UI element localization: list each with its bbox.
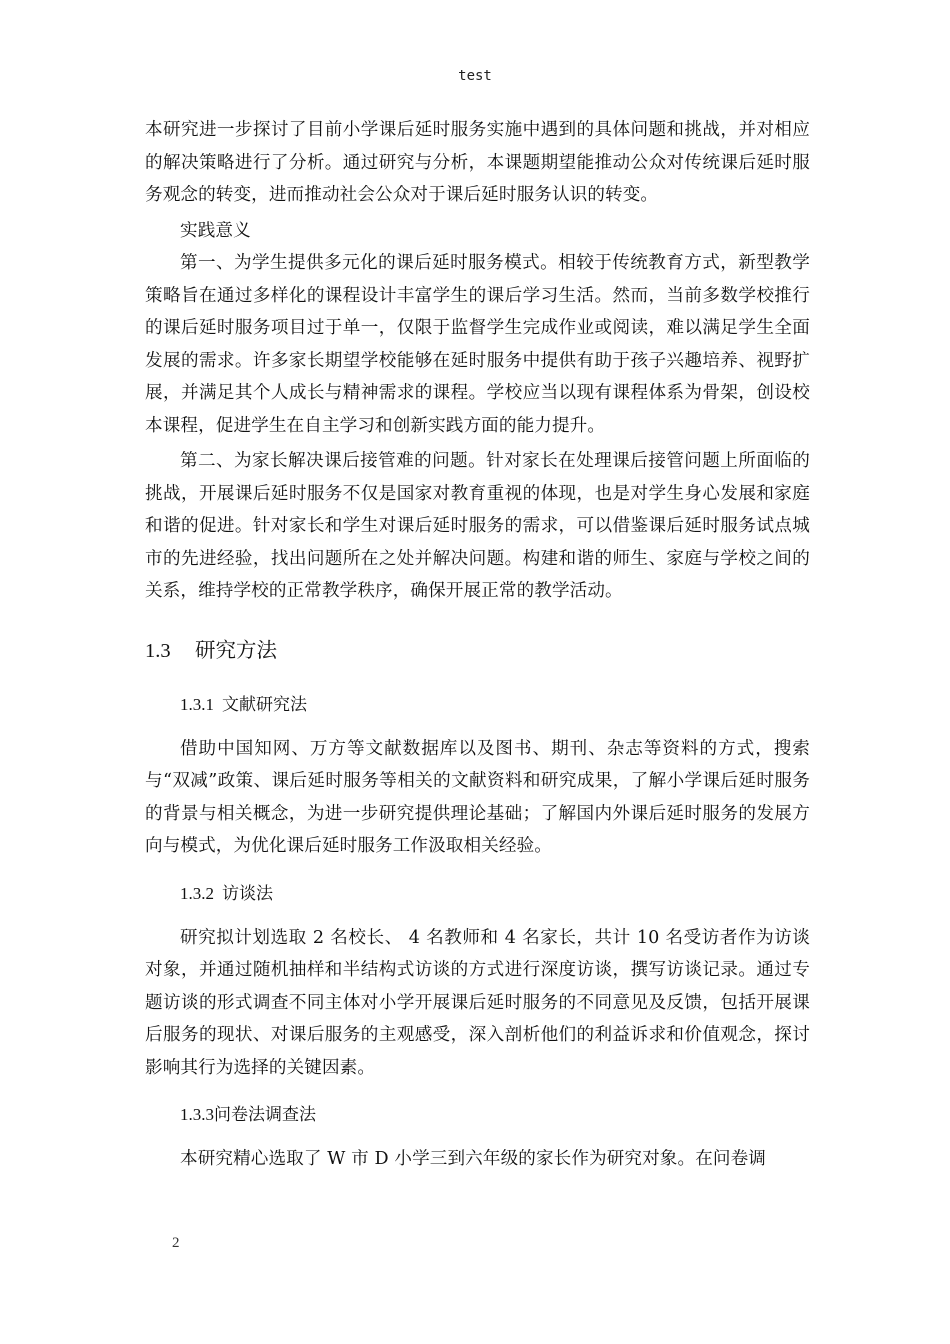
section-number: 1.3 bbox=[145, 639, 171, 662]
paragraph-questionnaire-method: 本研究精心选取了 W 市 D 小学三到六年级的家长作为研究对象。在问卷调 bbox=[180, 1149, 766, 1169]
paragraph-second-point: 第二、为家长解决课后接管难的问题。针对家长在处理课后接管问题上所面临的挑战，开展课后延时服务不仅是国家对教育重视的体现，也是对学生身心发展和家庭和谐的促进。针对家长和学生对课后延时服务的需求，可以借鉴课后延时服务试点城市的先进经验，找出问题所在之处并解决问题。构建和谐的师生、家庭与学校之间的关系，维持学校的正常教学秩序，确保开展正常的教学活动。 bbox=[145, 451, 810, 601]
subsection-title: 问卷法调查法 bbox=[214, 1105, 316, 1125]
practical-significance-heading: 实践意义 bbox=[180, 220, 251, 241]
subsection-number: 1.3.3 bbox=[180, 1105, 214, 1124]
body-text bbox=[145, 114, 810, 1176]
paragraph-intro: 本研究进一步探讨了目前小学课后延时服务实施中遇到的具体问题和挑战，并对相应的解决策略进行了分析。通过研究与分析，本课题期望能推动公众对传统课后延时服务观念的转变，进而推动社会公众对于课后延时服务认识的转变。 bbox=[145, 120, 810, 205]
subsection-heading-questionnaire bbox=[145, 1099, 810, 1131]
paragraph-literature-method: 借助中国知网、万方等文献数据库以及图书、期刊、杂志等资料的方式，搜索与“双减”政策、课后延时服务等相关的文献资料和研究成果，了解小学课后延时服务的背景与相关概念，为进一步研究提供理论基础；了解国内外课后延时服务的发展方向与模式，为优化课后延时服务工作汲取相关经验。 bbox=[145, 738, 810, 856]
subsection-title: 文献研究法 bbox=[222, 694, 307, 715]
subsection-number: 1.3.1 bbox=[180, 694, 214, 714]
subsection-title: 访谈法 bbox=[222, 883, 273, 904]
paragraph-first-point: 第一、为学生提供多元化的课后延时服务模式。相较于传统教育方式，新型教学策略旨在通过多样化的课程设计丰富学生的课后学习生活。然而，当前多数学校推行的课后延时服务项目过于单一，仅限于监督学生完成作业或阅读，难以满足学生全面发展的需求。许多家长期望学校能够在延时服务中提供有助于孩子兴趣培养、视野扩展，并满足其个人成长与精神需求的课程。学校应当以现有课程体系为骨架，创设校本课程，促进学生在自主学习和创新实践方面的能力提升。 bbox=[145, 253, 810, 436]
section-heading bbox=[145, 634, 810, 667]
section-title: 研究方法 bbox=[195, 637, 277, 662]
subsection-heading-interview bbox=[145, 878, 810, 910]
paragraph-interview-method: 研究拟计划选取 2 名校长、 4 名教师和 4 名家长，共计 10 名受访者作为访谈对象，并通过随机抽样和半结构式访谈的方式进行深度访谈，撰写访谈记录。通过专题访谈的形式调查不同主体对小学开展课后延时服务的不同意见及反馈，包括开展课后服务的现状、对课后服务的主观感受，深入剖析他们的利益诉求和价值观念，探讨影响其行为选择的关键因素。 bbox=[145, 927, 810, 1078]
page-header: test bbox=[458, 68, 492, 84]
subsection-heading-literature bbox=[145, 689, 810, 721]
page-number: 2 bbox=[172, 1235, 180, 1251]
subsection-number: 1.3.2 bbox=[180, 883, 214, 903]
